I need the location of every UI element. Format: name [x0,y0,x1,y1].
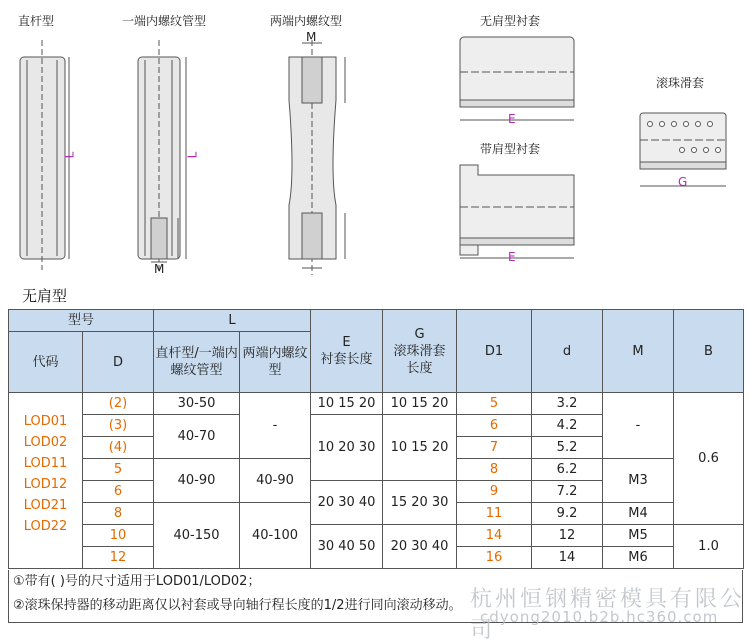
cell-M: M6 [603,547,674,569]
cell-D: 10 [83,525,154,547]
cell-E: 10 15 20 [311,393,383,415]
cell-d: 3.2 [532,393,603,415]
cell-d: 12 [532,525,603,547]
cell-M: M4 [603,503,674,525]
header-L-b: 两端内螺纹型 [240,332,311,393]
cell-D: 8 [83,503,154,525]
cell-D1: 9 [457,481,532,503]
code-item: LOD01 [23,414,68,429]
cell-d: 5.2 [532,437,603,459]
cell-D1: 11 [457,503,532,525]
cell-D1: 14 [457,525,532,547]
cell-D: (3) [83,415,154,437]
header-type-no: 型号 [9,310,154,332]
technical-drawings [0,0,750,300]
dim-L-one-end: L [185,151,200,159]
watermark-url: cdyong2010.b2b.hc360.com [480,608,719,626]
dim-E-no-shoulder: E [508,112,516,126]
label-straight: 直杆型 [18,14,55,28]
cell-L-a: 40-90 [154,459,240,503]
cell-B: 0.6 [674,393,744,525]
header-G: G 滚珠滑套 长度 [383,310,457,393]
cell-d: 9.2 [532,503,603,525]
header-D1: D1 [457,310,532,393]
section-title: 无肩型 [22,287,68,305]
dim-G: G [678,175,688,189]
header-d: d [532,310,603,393]
cell-E: 20 30 40 [311,481,383,525]
code-item: LOD11 [23,456,68,471]
cell-L-a: 30-50 [154,393,240,415]
label-two-end: 两端内螺纹型 [270,14,343,28]
cell-G: 20 30 40 [383,525,457,569]
code-column [9,393,83,569]
code-item: LOD02 [23,435,68,450]
dim-E-shoulder: E [508,250,516,264]
note-1: ①带有( )号的尺寸适用于LOD01/LOD02； [13,574,261,589]
header-L-a: 直杆型/一端内螺纹管型 [154,332,240,393]
cell-G: 10 15 20 [383,415,457,481]
cell-d: 7.2 [532,481,603,503]
header-B: B [674,310,744,393]
cell-D: 12 [83,547,154,569]
note-2: ②滚珠保持器的移动距离仅以衬套或导向轴行程长度的1/2进行同向滚动移动。 [13,598,462,613]
dim-M-one-end: M [154,262,165,276]
cell-D1: 6 [457,415,532,437]
code-item: LOD21 [23,498,68,513]
watermark-company: 杭州恒钢精密模具有限公司 [470,587,746,643]
cell-d: 6.2 [532,459,603,481]
cell-L-a: 40-70 [154,415,240,459]
cell-D: (2) [83,393,154,415]
cell-d: 4.2 [532,415,603,437]
cell-d: 14 [532,547,603,569]
code-item: LOD12 [23,477,68,492]
dim-L-straight: L [62,151,77,159]
cell-D1: 5 [457,393,532,415]
cell-L-b: 40-100 [240,503,311,569]
cell-L-b: - [240,393,311,459]
code-item: LOD22 [23,519,68,534]
header-code: 代码 [9,332,83,393]
cell-M: M5 [603,525,674,547]
header-E: E 衬套长度 [311,310,383,393]
header-M: M [603,310,674,393]
label-no-shoulder: 无肩型衬套 [480,14,541,28]
cell-D: (4) [83,437,154,459]
cell-D: 5 [83,459,154,481]
cell-D1: 7 [457,437,532,459]
cell-L-b: 40-90 [240,459,311,503]
cell-D1: 16 [457,547,532,569]
cell-G: 10 15 20 [383,393,457,415]
label-one-end: 一端内螺纹管型 [122,14,207,28]
cell-M: M3 [603,459,674,503]
spec-table [8,309,744,569]
label-ball-sleeve: 滚珠滑套 [656,76,705,90]
dim-M-two-end: M [306,30,317,44]
header-L: L [154,310,311,332]
cell-D: 6 [83,481,154,503]
cell-B: 1.0 [674,525,744,569]
cell-L-a: 40-150 [154,503,240,569]
label-shoulder: 带肩型衬套 [480,142,541,156]
cell-E: 10 20 30 [311,415,383,481]
cell-G: 15 20 30 [383,481,457,525]
cell-M: - [603,393,674,459]
cell-D1: 8 [457,459,532,481]
header-D: D [83,332,154,393]
cell-E: 30 40 50 [311,525,383,569]
ball-sleeve-drawing [640,113,726,169]
